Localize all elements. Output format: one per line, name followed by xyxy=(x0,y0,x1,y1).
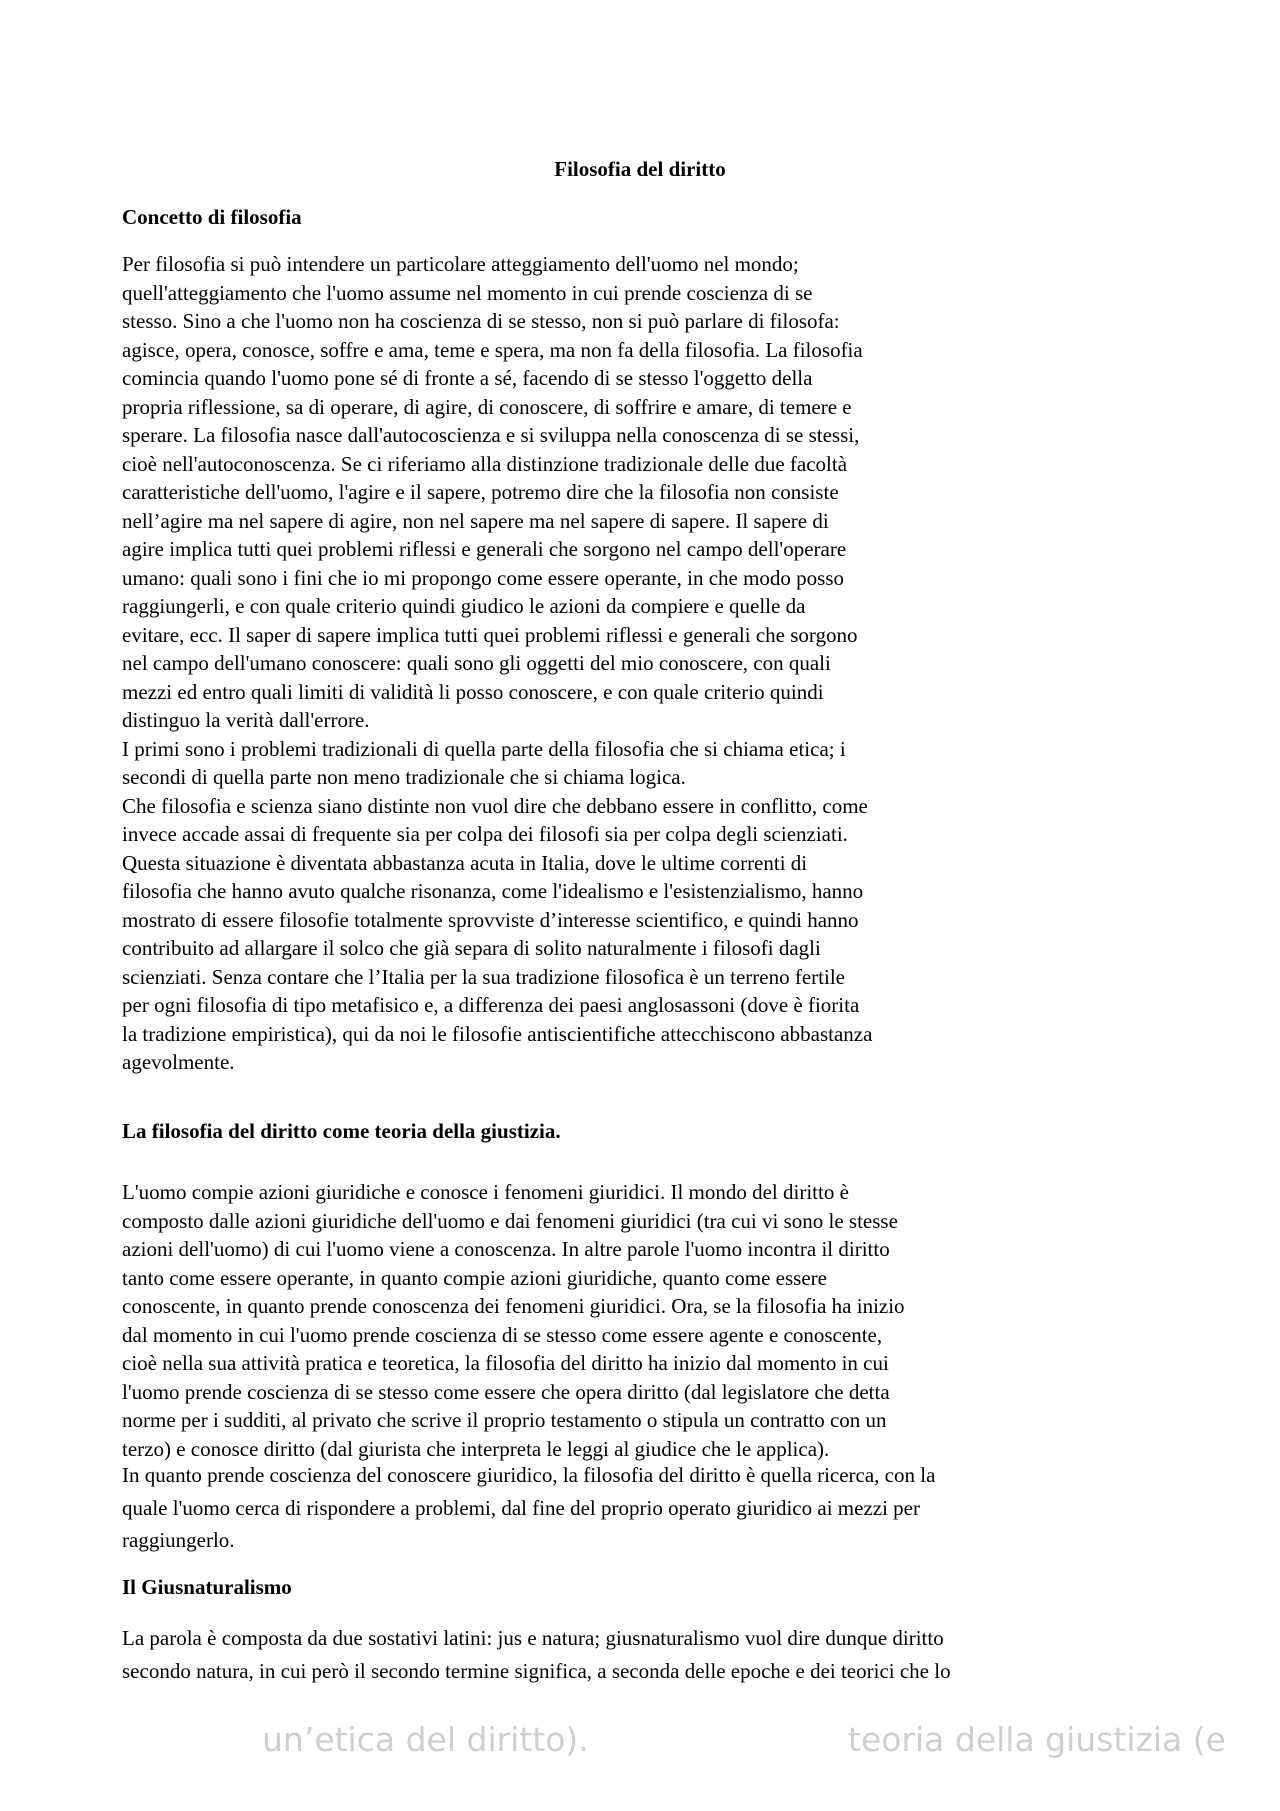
faded-footer-text xyxy=(0,1720,1280,1780)
text-line: l'uomo prende coscienza di se stesso come essere che opera diritto (dal legislatore che detta xyxy=(122,1379,890,1404)
text-line: norme per i sudditi, al privato che scrive il proprio testamento o stipula un contratto con un xyxy=(122,1408,887,1432)
text-line: secondo natura, in cui però il secondo termine significa, a seconda delle epoche e dei teorici che lo xyxy=(122,1658,951,1683)
faded-text-right: teoria della giustizia (e xyxy=(848,1720,1226,1759)
text-line: raggiungerlo. xyxy=(122,1528,235,1552)
document-title: Filosofia del diritto xyxy=(554,157,726,181)
text-line: terzo) e conosce diritto (dal giurista che interpreta le leggi al giudice che le applica). xyxy=(122,1436,830,1461)
text-line: stesso. Sino a che l'uomo non ha coscienza di se stesso, non si può parlare di filosofa: xyxy=(122,309,840,333)
text-line: mezzi ed entro quali limiti di validità li posso conoscere, e con quale criterio quindi xyxy=(122,679,824,704)
text-line: agevolmente. xyxy=(122,1050,235,1074)
text-line: azioni dell'uomo) di cui l'uomo viene a conoscenza. In altre parole l'uomo incontra il diritto xyxy=(122,1237,890,1261)
text-line: I primi sono i problemi tradizionali di quella parte della filosofia che si chiama etica; i xyxy=(122,736,846,761)
text-line: In quanto prende coscienza del conoscere giuridico, la filosofia del diritto è quella ricerca, con la xyxy=(122,1463,936,1487)
text-line: caratteristiche dell'uomo, l'agire e il sapere, potremo dire che la filosofia non consiste xyxy=(122,480,839,504)
text-line: conoscente, in quanto prende conoscenza dei fenomeni giuridici. Ora, se la filosofia ha inizio xyxy=(122,1294,905,1318)
text-line: cioè nella sua attività pratica e teoretica, la filosofia del diritto ha inizio dal momento in cui xyxy=(122,1351,889,1375)
text-line: nel campo dell'umano conoscere: quali sono gli oggetti del mio conoscere, con quali xyxy=(122,651,831,675)
section-heading-giusnaturalismo: Il Giusnaturalismo xyxy=(122,1575,292,1599)
text-line: Questa situazione è diventata abbastanza acuta in Italia, dove le ultime correnti di xyxy=(122,850,808,875)
text-line: secondi di quella parte non meno tradizionale che si chiama logica. xyxy=(122,765,686,789)
text-line: filosofia che hanno avuto qualche risonanza, come l'idealismo e l'esistenzialismo, hanno xyxy=(122,879,864,903)
text-line: dal momento in cui l'uomo prende coscienza di se stesso come essere agente e conoscente, xyxy=(122,1322,883,1347)
text-line: propria riflessione, sa di operare, di agire, di conoscere, di soffrire e amare, di temere e xyxy=(122,394,852,419)
text-line: Per filosofia si può intendere un particolare atteggiamento dell'uomo nel mondo; xyxy=(122,252,799,276)
text-line: invece accade assai di frequente sia per colpa dei filosofi sia per colpa degli scienziati. xyxy=(122,822,848,846)
section-heading-teoria-della-giustizia: La filosofia del diritto come teoria della giustizia. xyxy=(122,1119,561,1143)
section-body-giusnaturalismo xyxy=(122,1622,951,1687)
text-line: cioè nell'autoconoscenza. Se ci riferiamo alla distinzione tradizionale delle due facoltà xyxy=(122,451,848,476)
text-line: contribuito ad allargare il solco che già separa di solito naturalmente i filosofi dagli xyxy=(122,936,821,960)
text-line: agire implica tutti quei problemi riflessi e generali che sorgono nel campo dell'operare xyxy=(122,537,847,561)
text-line: L'uomo compie azioni giuridiche e conosce i fenomeni giuridici. Il mondo del diritto è xyxy=(122,1180,849,1204)
section-body-teoria-della-giustizia-continued xyxy=(122,1459,935,1557)
text-line: nell’agire ma nel sapere di agire, non nel sapere ma nel sapere di sapere. Il sapere di xyxy=(122,508,829,533)
text-line: quell'atteggiamento che l'uomo assume nel momento in cui prende coscienza di se xyxy=(122,280,813,305)
faded-text-left: un’etica del diritto). xyxy=(262,1720,589,1759)
text-line: Che filosofia e scienza siano distinte non vuol dire che debbano essere in conflitto, come xyxy=(122,793,868,818)
section-heading-concetto-di-filosofia: Concetto di filosofia xyxy=(122,205,302,229)
text-line: per ogni filosofia di tipo metafisico e, a differenza dei paesi anglosassoni (dove è fiorita xyxy=(122,993,860,1017)
text-line: raggiungerli, e con quale criterio quindi giudico le azioni da compiere e quelle da xyxy=(122,594,806,618)
text-line: tanto come essere operante, in quanto compie azioni giuridiche, quanto come essere xyxy=(122,1265,827,1290)
text-line: comincia quando l'uomo pone sé di fronte a sé, facendo di se stesso l'oggetto della xyxy=(122,366,813,390)
text-line: evitare, ecc. Il saper di sapere implica tutti quei problemi riflessi e generali che sorgono xyxy=(122,622,858,647)
text-line: distinguo la verità dall'errore. xyxy=(122,708,370,732)
text-line: umano: quali sono i fini che io mi propongo come essere operante, in che modo posso xyxy=(122,565,845,590)
text-line: sperare. La filosofia nasce dall'autocoscienza e si sviluppa nella conoscenza di se stessi, xyxy=(122,423,860,447)
text-line: quale l'uomo cerca di rispondere a problemi, dal fine del proprio operato giuridico ai mezzi per xyxy=(122,1495,920,1520)
section-body-teoria-della-giustizia xyxy=(122,1178,905,1463)
section-body-concetto-di-filosofia xyxy=(122,250,872,1077)
text-line: composto dalle azioni giuridiche dell'uomo e dai fenomeni giuridici (tra cui vi sono le stesse xyxy=(122,1208,898,1233)
text-line: scienziati. Senza contare che l’Italia per la sua tradizione filosofica è un terreno fertile xyxy=(122,964,845,989)
text-line: la tradizione empiristica), qui da noi le filosofie antiscientifiche attecchiscono abbastanza xyxy=(122,1021,873,1046)
text-line: La parola è composta da due sostativi latini: jus e natura; giusnaturalismo vuol dire dunque diritto xyxy=(122,1626,944,1650)
text-line: agisce, opera, conosce, soffre e ama, teme e spera, ma non fa della filosofia. La filosofia xyxy=(122,337,863,362)
text-line: mostrato di essere filosofie totalmente sprovviste d’interesse scientifico, e quindi hanno xyxy=(122,907,859,932)
